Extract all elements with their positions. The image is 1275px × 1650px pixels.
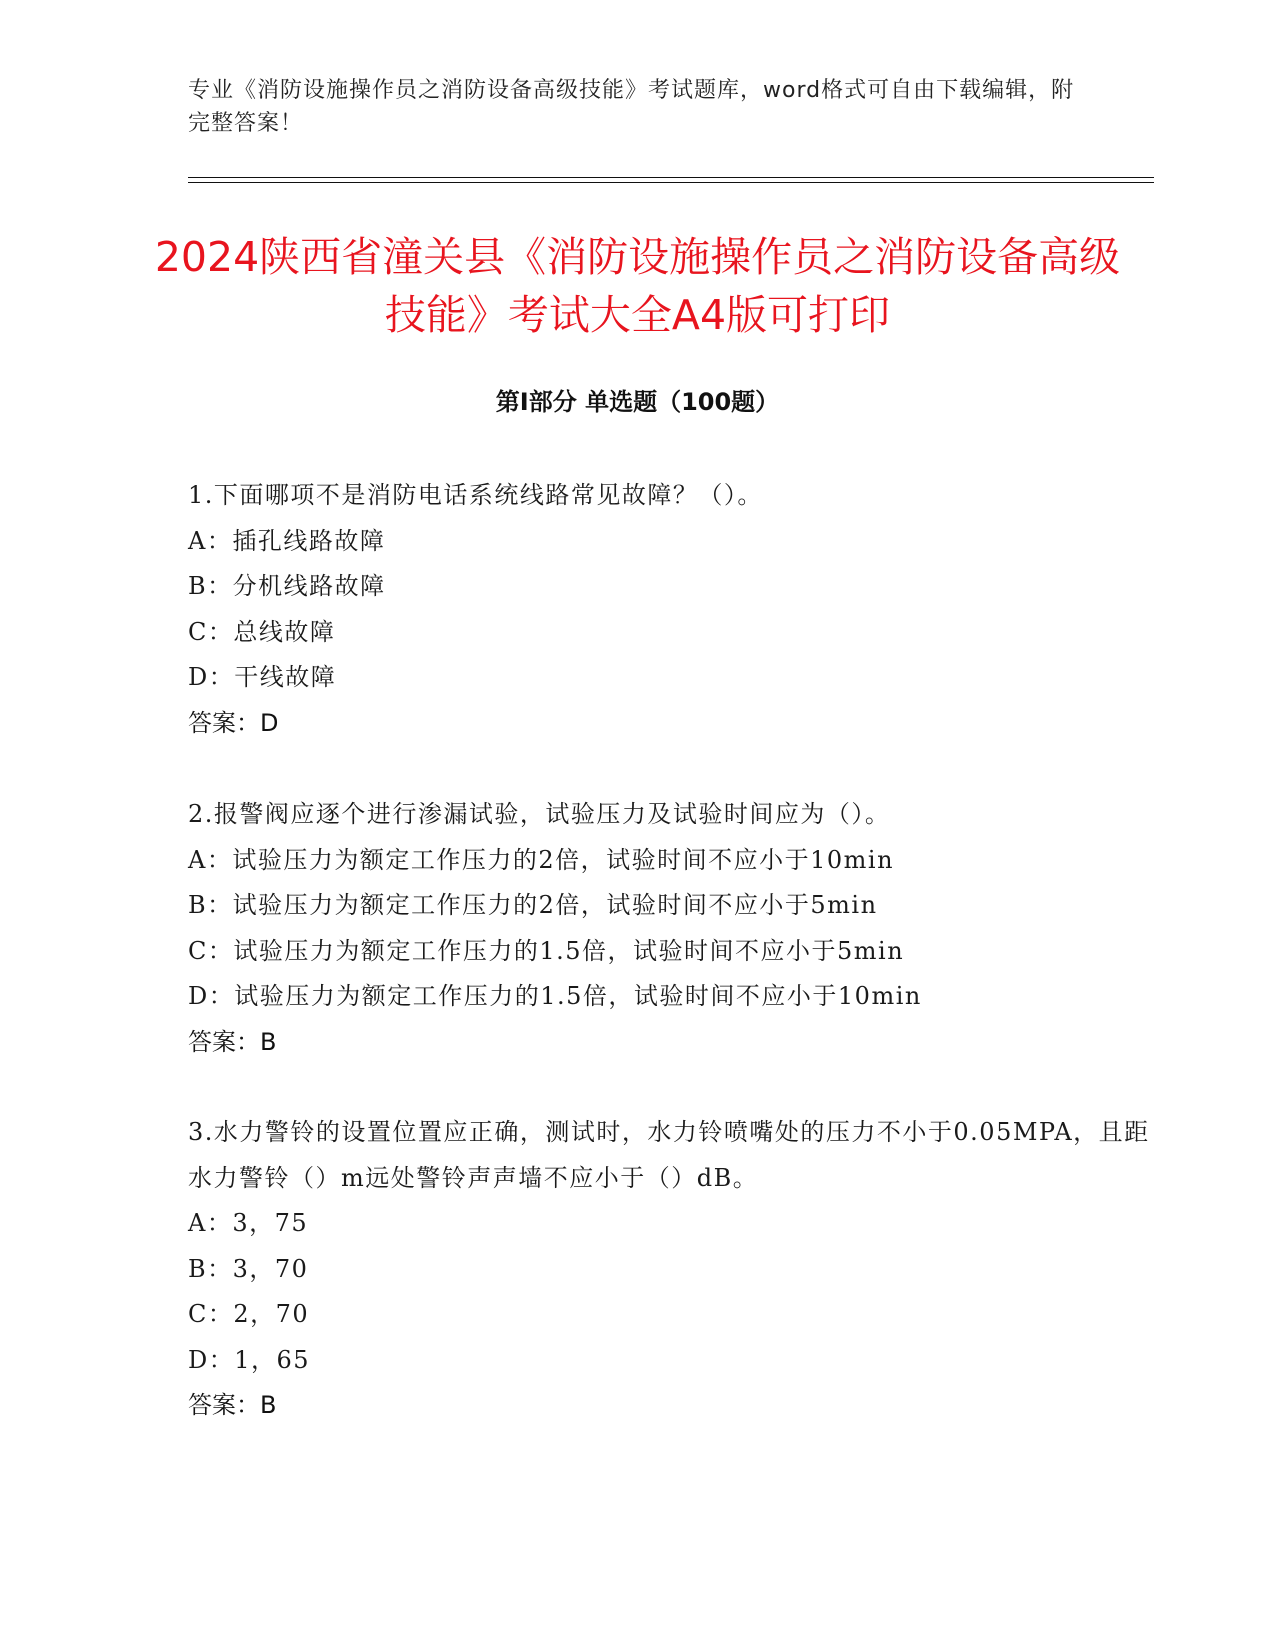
option-c: C：试验压力为额定工作压力的1.5倍，试验时间不应小于5min — [188, 936, 905, 965]
option-c: C：总线故障 — [188, 617, 336, 646]
header-rule-bottom — [188, 182, 1154, 183]
option-a: A：3，75 — [188, 1209, 309, 1237]
question-stem: 2.报警阀应逐个进行渗漏试验，试验压力及试验时间应为（）。 — [188, 800, 891, 828]
answer: 答案：D — [188, 708, 279, 737]
question-1 — [188, 473, 1168, 746]
answer: 答案：B — [188, 1391, 277, 1419]
header-rule-top — [188, 177, 1154, 178]
option-d: D：1，65 — [188, 1345, 311, 1374]
option-a: A：试验压力为额定工作压力的2倍，试验时间不应小于10min — [188, 845, 895, 874]
header-note: 专业《消防设施操作员之消防设备高级技能》考试题库，word格式可自由下载编辑，附完整答案！ — [188, 78, 1075, 136]
question-stem: 1.下面哪项不是消防电话系统线路常见故障？（）。 — [188, 481, 763, 509]
document-title: 2024陕西省潼关县《消防设施操作员之消防设备高级技能》考试大全A4版可打印 — [154, 233, 1121, 339]
option-d: D：干线故障 — [188, 663, 337, 691]
question-3 — [188, 1110, 1168, 1429]
question-stem: 3.水力警铃的设置位置应正确，测试时，水力铃喷嘴处的压力不小于0.05MPA，且距水力警铃（）m远处警铃声声墙不应小于（）dB。 — [188, 1118, 1150, 1192]
option-b: B：试验压力为额定工作压力的2倍，试验时间不应小于5min — [188, 891, 878, 919]
option-b: B：3，70 — [188, 1254, 309, 1283]
question-2 — [188, 792, 1168, 1065]
option-d: D：试验压力为额定工作压力的1.5倍，试验时间不应小于10min — [188, 982, 922, 1010]
option-c: C：2，70 — [188, 1300, 310, 1328]
option-b: B：分机线路故障 — [188, 572, 386, 600]
section-title: 第Ⅰ部分 单选题（100题） — [495, 388, 780, 416]
answer: 答案：B — [188, 1027, 277, 1056]
option-a: A：插孔线路故障 — [188, 526, 386, 555]
